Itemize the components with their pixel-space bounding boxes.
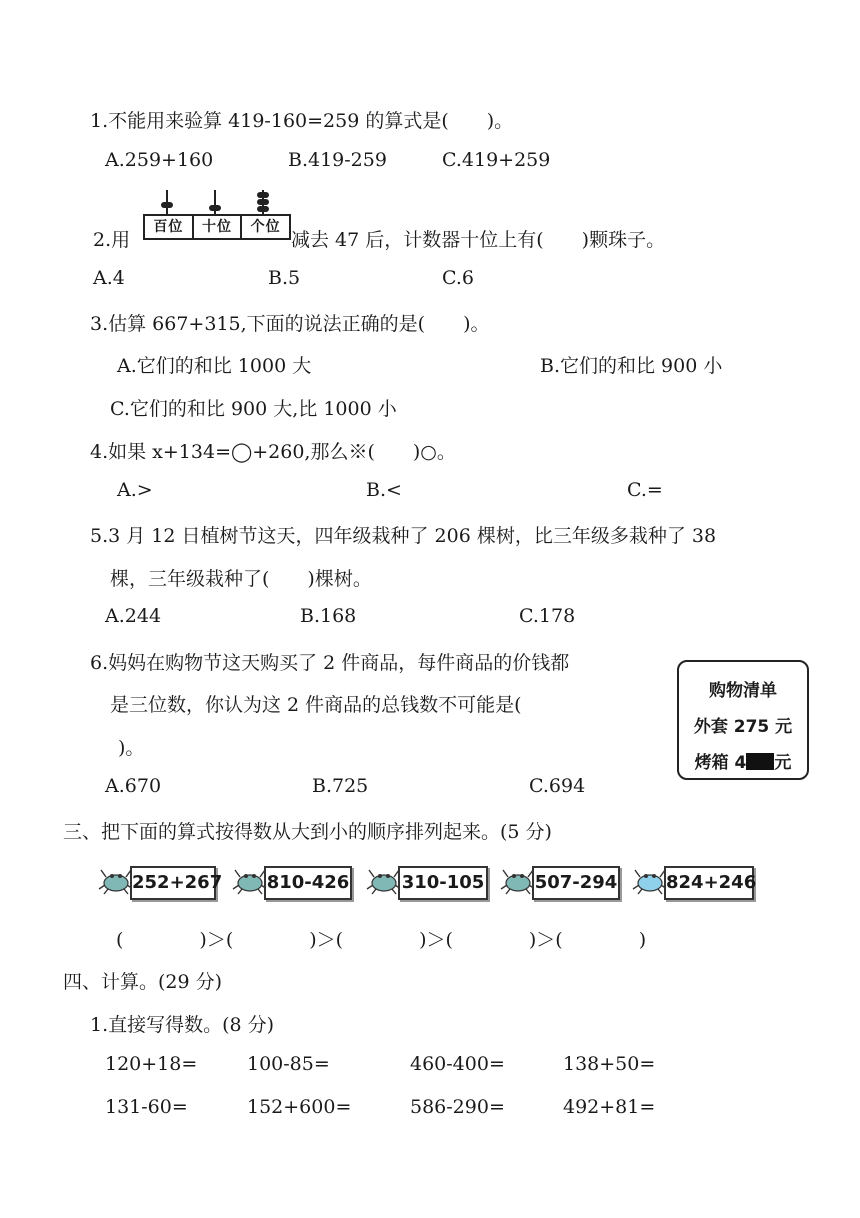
calc-item: 152+600= xyxy=(247,1096,352,1118)
expression-3: 310-105 xyxy=(398,866,488,900)
crab-icon xyxy=(98,867,134,895)
q5-option-c[interactable]: C.178 xyxy=(519,605,576,627)
q3-option-a[interactable]: A.它们的和比 1000 大 xyxy=(117,355,312,377)
ones-bead xyxy=(257,192,269,198)
crab-card-4 xyxy=(500,863,622,901)
q1-option-b[interactable]: B.419-259 xyxy=(288,149,387,171)
q2-option-a[interactable]: A.4 xyxy=(93,267,125,289)
q6-option-b[interactable]: B.725 xyxy=(312,775,369,797)
section4-sub1: 1.直接写得数。(8 分) xyxy=(90,1014,275,1036)
expression-4: 507-294 xyxy=(532,866,620,900)
q3-option-c[interactable]: C.它们的和比 900 大,比 1000 小 xyxy=(110,398,397,420)
q1-stem: 1.不能用来验算 419-160=259 的算式是( )。 xyxy=(90,110,514,132)
q5-option-b[interactable]: B.168 xyxy=(300,605,357,627)
q5-stem-line2: 棵，三年级栽种了( )棵树。 xyxy=(110,568,372,590)
ordering-answer-line[interactable]: ( )＞( )＞( )＞( )＞( ) xyxy=(116,929,647,951)
expression-5: 824+246 xyxy=(664,866,754,900)
q5-stem-line1: 5.3 月 12 日植树节这天，四年级栽种了 206 棵树，比三年级多栽种了 38 xyxy=(90,525,717,547)
q6-option-a[interactable]: A.670 xyxy=(105,775,162,797)
shopping-list-item-oven: 烤箱 4 元 xyxy=(694,753,792,773)
q4-option-c[interactable]: C.= xyxy=(627,479,663,501)
crab-icon xyxy=(632,867,668,895)
q3-stem: 3.估算 667+315,下面的说法正确的是( )。 xyxy=(90,313,490,335)
hundreds-bead xyxy=(161,202,173,208)
q6-stem-line1: 6.妈妈在购物节这天购买了 2 件商品，每件商品的价钱都 xyxy=(90,652,570,674)
section4-heading: 四、计算。(29 分) xyxy=(63,971,223,993)
q6-stem-line3: )。 xyxy=(118,737,145,759)
q1-option-c[interactable]: C.419+259 xyxy=(442,149,551,171)
q4-stem: 4.如果 x+134=◯+260,那么※( )○。 xyxy=(90,441,456,463)
crab-card-1 xyxy=(98,863,223,901)
q2-stem-prefix: 2.用 xyxy=(93,229,131,251)
calc-item: 120+18= xyxy=(105,1053,198,1075)
hidden-digits-box xyxy=(746,753,774,770)
q2-option-c[interactable]: C.6 xyxy=(442,267,474,289)
shopping-list-item-coat: 外套 275 元 xyxy=(693,717,793,737)
q6-stem-line2: 是三位数，你认为这 2 件商品的总钱数不可能是( xyxy=(110,694,522,716)
q1-option-a[interactable]: A.259+160 xyxy=(105,149,214,171)
shopping-list-card xyxy=(677,660,809,780)
section3-heading: 三、把下面的算式按得数从大到小的顺序排列起来。(5 分) xyxy=(63,821,552,843)
crab-icon xyxy=(500,867,536,895)
expression-2: 810-426 xyxy=(264,866,352,900)
counter-label-ones: 个位 xyxy=(250,219,281,235)
counter-label-hundreds: 百位 xyxy=(145,216,194,238)
q4-option-b[interactable]: B.< xyxy=(366,479,402,501)
calc-item: 586-290= xyxy=(410,1096,505,1118)
q4-option-a[interactable]: A.> xyxy=(117,479,153,501)
counter-label-tens: 十位 xyxy=(194,216,243,238)
crab-card-5 xyxy=(632,863,758,901)
q3-option-b[interactable]: B.它们的和比 900 小 xyxy=(540,355,723,377)
abacus-counter-image xyxy=(143,190,289,238)
q6-option-c[interactable]: C.694 xyxy=(529,775,586,797)
counter-frame xyxy=(143,214,291,240)
calc-item: 100-85= xyxy=(247,1053,330,1075)
ones-bead xyxy=(257,199,269,205)
calc-item: 138+50= xyxy=(563,1053,656,1075)
q5-option-a[interactable]: A.244 xyxy=(105,605,162,627)
expression-1: 252+267 xyxy=(130,866,216,900)
calc-item: 460-400= xyxy=(410,1053,505,1075)
q2-stem-suffix: 减去 47 后，计数器十位上有( )颗珠子。 xyxy=(291,229,666,251)
crab-card-3 xyxy=(366,863,490,901)
calc-item: 492+81= xyxy=(563,1096,656,1118)
crab-card-2 xyxy=(232,863,354,901)
tens-rod xyxy=(214,190,216,215)
q2-option-b[interactable]: B.5 xyxy=(268,267,301,289)
shopping-list-title: 购物清单 xyxy=(709,681,777,701)
calc-item: 131-60= xyxy=(105,1096,188,1118)
crab-icon xyxy=(232,867,268,895)
ones-bead xyxy=(257,206,269,212)
tens-bead xyxy=(209,205,221,211)
crab-icon xyxy=(366,867,402,895)
